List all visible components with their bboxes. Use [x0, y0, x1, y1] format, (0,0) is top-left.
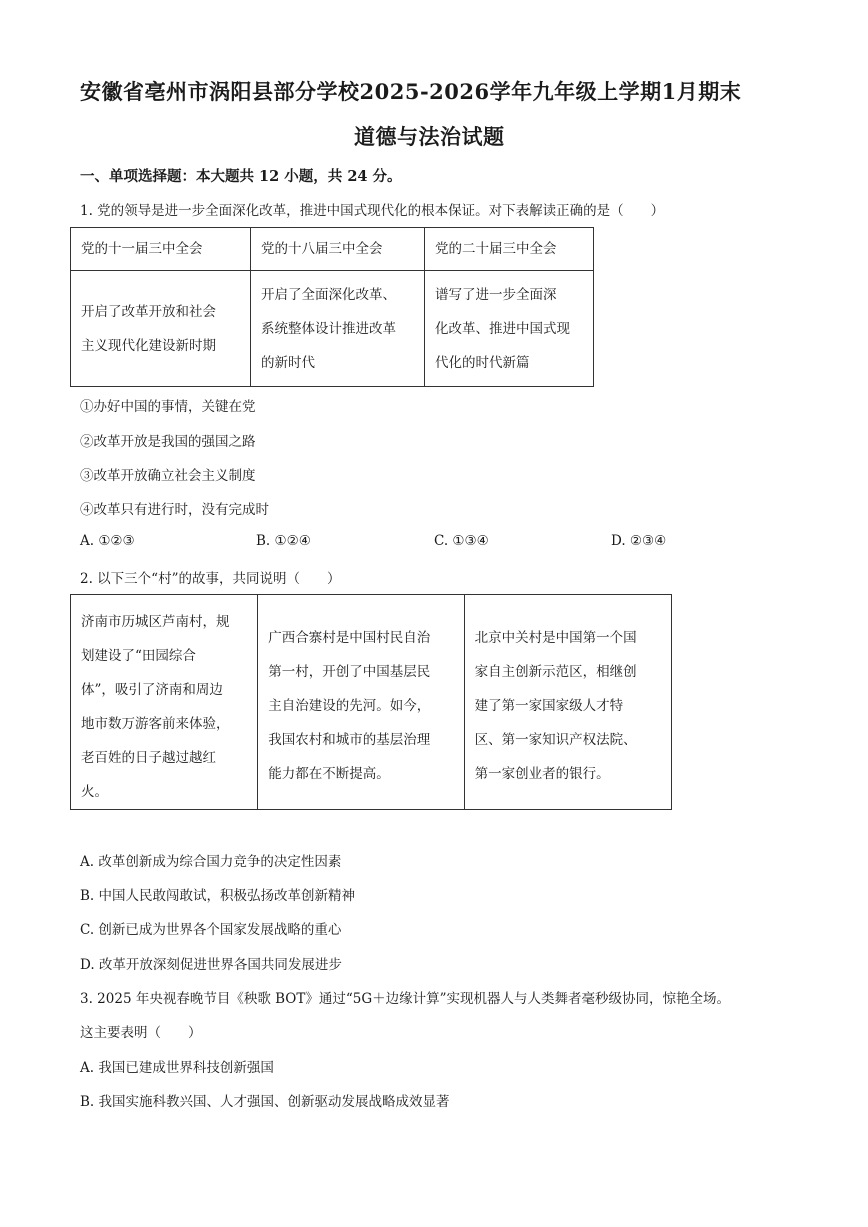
- cell-line: 系统整体设计推进改革: [261, 320, 396, 337]
- question-3-stem-cont: 这主要表明（ ）: [80, 1025, 202, 1041]
- option-a: A. 我国已建成世界科技创新强国: [80, 1060, 274, 1076]
- option-c: C. 创新已成为世界各个国家发展战略的重心: [80, 922, 342, 938]
- cell-line: 北京中关村是中国第一个国: [474, 630, 637, 646]
- question-1-stem: 1. 党的领导是进一步全面深化改革，推进中国式现代化的根本保证。对下表解读正确的是（ ）: [80, 203, 665, 219]
- option-a: A. ①②③: [80, 533, 135, 549]
- cell-line: 区、第一家知识产权法院、: [474, 732, 637, 748]
- option-a: A. 改革创新成为综合国力竞争的决定性因素: [80, 854, 342, 870]
- page-title-line2: 道德与法治试题: [354, 124, 505, 149]
- table-cell: [464, 595, 671, 810]
- cell-line: 的新时代: [261, 354, 315, 371]
- statement-3: ③改革开放确立社会主义制度: [80, 468, 256, 484]
- table-cell: [425, 271, 594, 387]
- option-c: C. ①③④: [434, 533, 489, 549]
- statement-4: ④改革只有进行时，没有完成时: [80, 502, 269, 518]
- cell-line: 老百姓的日子越过越红: [81, 750, 216, 766]
- cell-line: 第一村，开创了中国基层民: [268, 664, 431, 680]
- cell-line: 家自主创新示范区，相继创: [474, 664, 637, 680]
- option-d: D. ②③④: [611, 533, 667, 549]
- cell-line: 火。: [81, 784, 108, 800]
- question-1-table: [70, 227, 594, 387]
- table-cell: [71, 595, 258, 810]
- cell-line: 能力都在不断提高。: [268, 766, 390, 782]
- cell-line: 体”，吸引了济南和周边: [81, 682, 223, 698]
- page-title-line1: 安徽省亳州市涡阳县部分学校2025-2026学年九年级上学期1月期末: [80, 79, 742, 104]
- table-cell: [258, 595, 464, 810]
- option-b: B. ①②④: [256, 533, 311, 549]
- question-2-stem: 2. 以下三个“村”的故事，共同说明（ ）: [80, 571, 341, 587]
- cell-line: 广西合寨村是中国村民自治: [268, 630, 431, 646]
- table-cell: [251, 271, 425, 387]
- option-d: D. 改革开放深刻促进世界各国共同发展进步: [80, 957, 342, 973]
- statement-1: ①办好中国的事情，关键在党: [80, 399, 256, 415]
- cell-line: 划建设了“田园综合: [81, 648, 196, 664]
- option-b: B. 我国实施科教兴国、人才强国、创新驱动发展战略成效显著: [80, 1094, 450, 1110]
- cell-line: 谱写了进一步全面深: [435, 286, 557, 303]
- cell-line: 地市数万游客前来体验，: [81, 716, 230, 732]
- cell-line: 代化的时代新篇: [435, 354, 530, 371]
- table-cell: [71, 271, 251, 387]
- question-2-table: [70, 594, 672, 810]
- cell-line: 开启了全面深化改革、: [261, 286, 396, 303]
- table-header-cell: 党的二十届三中全会: [425, 228, 594, 271]
- table-header-cell: 党的十八届三中全会: [251, 228, 425, 271]
- option-b: B. 中国人民敢闯敢试，积极弘扬改革创新精神: [80, 888, 356, 904]
- cell-line: 我国农村和城市的基层治理: [268, 732, 431, 748]
- cell-line: 主自治建设的先河。如今，: [268, 698, 431, 714]
- cell-line: 建了第一家国家级人才特: [474, 698, 624, 714]
- cell-line: 化改革、推进中国式现: [435, 320, 570, 337]
- section-heading: 一、单项选择题：本大题共 12 小题，共 24 分。: [80, 168, 402, 185]
- cell-line: 开启了改革开放和社会: [81, 303, 216, 320]
- cell-line: 济南市历城区芦南村，规: [81, 614, 230, 630]
- question-3-stem: 3. 2025 年央视春晚节目《秧歌 BOT》通过“5G＋边缘计算”实现机器人与人类舞者毫秒级协同，惊艳全场。: [80, 991, 731, 1007]
- cell-line: 主义现代化建设新时期: [81, 337, 216, 354]
- table-header-cell: 党的十一届三中全会: [71, 228, 251, 271]
- cell-line: 第一家创业者的银行。: [474, 766, 610, 782]
- statement-2: ②改革开放是我国的强国之路: [80, 434, 256, 450]
